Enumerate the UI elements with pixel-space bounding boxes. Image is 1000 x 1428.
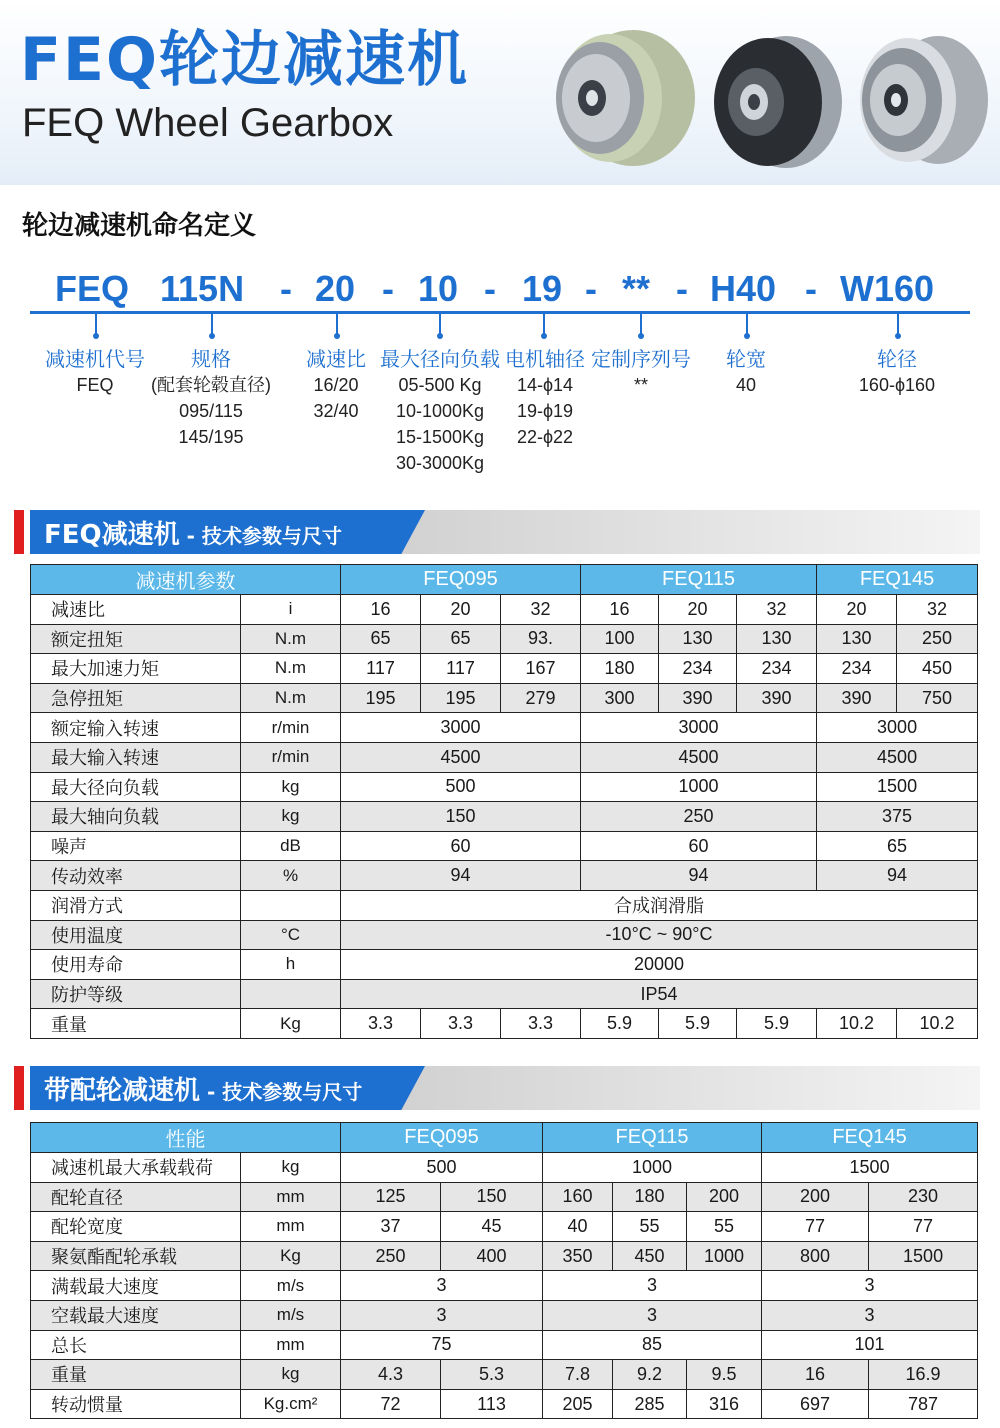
cell: 85	[543, 1330, 762, 1360]
connector-dot	[638, 333, 644, 339]
cell: 180	[613, 1182, 687, 1212]
table-row	[31, 683, 978, 713]
cell: 234	[659, 654, 737, 684]
definition-value: 40	[735, 375, 757, 395]
definition-wheel-diameter	[837, 346, 957, 398]
cell: 37	[341, 1212, 441, 1242]
cell: 1500	[762, 1153, 978, 1183]
banner-title: 带配轮减速机 - 技术参数与尺寸	[44, 1076, 363, 1106]
row-label: 转动惯量	[31, 1389, 241, 1419]
cell: 195	[341, 683, 421, 713]
code-part: **	[622, 268, 651, 309]
cell: 500	[341, 1153, 543, 1183]
cell: 250	[897, 624, 978, 654]
banner-accent	[14, 510, 24, 554]
code-part: H40	[710, 268, 777, 309]
cell: 16.9	[869, 1360, 978, 1390]
cell: 3000	[341, 713, 581, 743]
cell: 250	[341, 1241, 441, 1271]
cell: 75	[341, 1330, 543, 1360]
cell: 500	[341, 772, 581, 802]
cell: 200	[762, 1182, 869, 1212]
row-label: 重量	[31, 1009, 241, 1039]
cell: 94	[581, 861, 817, 891]
connector-dot	[437, 333, 443, 339]
connector-dot	[541, 333, 547, 339]
definition-radial-load	[378, 346, 502, 476]
definition-value: 14-ϕ14	[516, 375, 574, 395]
code-separator: -	[280, 268, 292, 309]
cell: 234	[817, 654, 897, 684]
code-part: W160	[840, 268, 935, 309]
row-label: 聚氨酯配轮承载	[31, 1241, 241, 1271]
row-label: 最大输入转速	[31, 742, 241, 772]
cell: 3.3	[421, 1009, 501, 1039]
table-row	[31, 920, 978, 950]
cell: 375	[817, 802, 978, 832]
code-separator: -	[382, 268, 394, 309]
cell: 1000	[543, 1153, 762, 1183]
cell: 117	[341, 654, 421, 684]
table-row	[31, 1009, 978, 1039]
definition-value: **	[633, 375, 648, 395]
cell: 125	[341, 1182, 441, 1212]
definition-value: 32/40	[313, 401, 359, 421]
definition-label: 最大径向负载	[380, 347, 500, 371]
spec-table-feq	[30, 564, 978, 1039]
row-unit: N.m	[241, 654, 341, 684]
cell: 16	[762, 1360, 869, 1390]
table-row	[31, 713, 978, 743]
row-unit: dB	[241, 831, 341, 861]
definition-value: 15-1500Kg	[395, 427, 485, 447]
cell: 180	[581, 654, 659, 684]
cell: 3.3	[501, 1009, 581, 1039]
table-row	[31, 742, 978, 772]
definition-wheel-width	[706, 346, 786, 398]
header-model: FEQ095	[341, 565, 581, 595]
table-row	[31, 1212, 978, 1242]
cell: 390	[737, 683, 817, 713]
cell: 234	[737, 654, 817, 684]
cell: 65	[421, 624, 501, 654]
row-label: 额定扭矩	[31, 624, 241, 654]
row-label: 重量	[31, 1360, 241, 1390]
cell: 4500	[817, 742, 978, 772]
cell: 130	[659, 624, 737, 654]
spec-table-wheel-gearbox	[30, 1122, 978, 1419]
row-label: 最大轴向负载	[31, 802, 241, 832]
cell: 60	[341, 831, 581, 861]
row-label: 最大径向负载	[31, 772, 241, 802]
cell: 300	[581, 683, 659, 713]
cell: 450	[613, 1241, 687, 1271]
table-row	[31, 861, 978, 891]
definition-label: 规格	[191, 347, 231, 371]
row-unit: r/min	[241, 742, 341, 772]
table-row	[31, 890, 978, 920]
header-model: FEQ145	[817, 565, 978, 595]
cell: 230	[869, 1182, 978, 1212]
cell: 4500	[341, 742, 581, 772]
row-label: 额定输入转速	[31, 713, 241, 743]
cell: 167	[501, 654, 581, 684]
row-label: 使用寿命	[31, 950, 241, 980]
cell: 5.9	[581, 1009, 659, 1039]
cell: 250	[581, 802, 817, 832]
table-row	[31, 1182, 978, 1212]
header-model: FEQ115	[581, 565, 817, 595]
table-row	[31, 1271, 978, 1301]
row-label: 急停扭矩	[31, 683, 241, 713]
connector-dot	[334, 333, 340, 339]
cell: 9.5	[687, 1360, 762, 1390]
connector-dot	[93, 333, 99, 339]
cell: 750	[897, 683, 978, 713]
code-separator: -	[805, 268, 817, 309]
table-row	[31, 1330, 978, 1360]
cell: 1500	[869, 1241, 978, 1271]
definition-label: 减速比	[306, 347, 366, 371]
row-unit: °C	[241, 920, 341, 950]
row-unit: Kg	[241, 1241, 341, 1271]
code-separator: -	[484, 268, 496, 309]
definition-value: FEQ	[76, 375, 114, 395]
table-row	[31, 1241, 978, 1271]
definition-label: 轮径	[877, 347, 917, 371]
cell: 5.9	[737, 1009, 817, 1039]
page-subtitle: FEQ Wheel Gearbox	[22, 101, 394, 145]
row-unit: i	[241, 595, 341, 625]
definition-value: (配套轮毂直径)	[151, 375, 271, 395]
cell: 10.2	[817, 1009, 897, 1039]
cell: 316	[687, 1389, 762, 1419]
definition-custom-serial	[585, 346, 697, 398]
definition-value: 10-1000Kg	[395, 401, 485, 421]
cell: 787	[869, 1389, 978, 1419]
definition-value: 30-3000Kg	[395, 453, 485, 473]
cell: 200	[687, 1182, 762, 1212]
row-unit: Kg.cm²	[241, 1389, 341, 1419]
connector-dot	[895, 333, 901, 339]
row-unit: kg	[241, 1153, 341, 1183]
cell: 65	[817, 831, 978, 861]
table-row	[31, 624, 978, 654]
header-param: 减速机参数	[31, 565, 341, 595]
table-header-row	[31, 1123, 978, 1153]
header-model: FEQ145	[762, 1123, 978, 1153]
row-label: 减速比	[31, 595, 241, 625]
banner-fade	[380, 1066, 980, 1110]
cell: 3	[341, 1300, 543, 1330]
cell: 3000	[581, 713, 817, 743]
code-part: 19	[522, 268, 563, 309]
table-row	[31, 1389, 978, 1419]
cell: 7.8	[543, 1360, 613, 1390]
table-row	[31, 772, 978, 802]
row-label: 防护等级	[31, 979, 241, 1009]
cell: 32	[897, 595, 978, 625]
cell: 450	[897, 654, 978, 684]
cell: 93.	[501, 624, 581, 654]
definition-ratio	[291, 346, 381, 424]
definition-spec	[136, 346, 286, 450]
header-model: FEQ115	[543, 1123, 762, 1153]
cell: IP54	[341, 979, 978, 1009]
row-label: 总长	[31, 1330, 241, 1360]
row-unit: h	[241, 950, 341, 980]
cell: 4500	[581, 742, 817, 772]
definition-label: 电机轴径	[505, 347, 585, 371]
definition-value: 05-500 Kg	[398, 375, 482, 395]
row-label: 配轮宽度	[31, 1212, 241, 1242]
cell: 合成润滑脂	[341, 890, 978, 920]
cell: 65	[341, 624, 421, 654]
cell: 45	[441, 1212, 543, 1242]
row-unit: N.m	[241, 624, 341, 654]
cell: 1000	[581, 772, 817, 802]
cell: 130	[817, 624, 897, 654]
row-label: 满载最大速度	[31, 1271, 241, 1301]
connector-dot	[209, 333, 215, 339]
table-row	[31, 1153, 978, 1183]
table-row	[31, 595, 978, 625]
table-row	[31, 831, 978, 861]
table-row	[31, 802, 978, 832]
code-part: FEQ	[55, 268, 130, 309]
row-label: 润滑方式	[31, 890, 241, 920]
row-unit: r/min	[241, 713, 341, 743]
cell: 20	[659, 595, 737, 625]
cell: 32	[737, 595, 817, 625]
definition-value: 19-ϕ19	[516, 401, 574, 421]
cell: 20	[817, 595, 897, 625]
header-model: FEQ095	[341, 1123, 543, 1153]
definition-label: 减速机代号	[45, 347, 145, 371]
cell: 113	[441, 1389, 543, 1419]
code-underline	[30, 311, 970, 314]
definition-value: 16/20	[313, 375, 359, 395]
cell: 697	[762, 1389, 869, 1419]
cell: 16	[341, 595, 421, 625]
cell: 5.3	[441, 1360, 543, 1390]
table-row	[31, 654, 978, 684]
cell: 3	[341, 1271, 543, 1301]
cell: 101	[762, 1330, 978, 1360]
cell: 3	[543, 1271, 762, 1301]
code-separator: -	[676, 268, 688, 309]
banner-title: FEQ减速机 - 技术参数与尺寸	[44, 520, 342, 550]
code-part: 10	[418, 268, 459, 309]
table-row	[31, 979, 978, 1009]
row-unit: mm	[241, 1182, 341, 1212]
row-unit: %	[241, 861, 341, 891]
cell: 20	[421, 595, 501, 625]
cell: 5.9	[659, 1009, 737, 1039]
cell: 350	[543, 1241, 613, 1271]
row-label: 传动效率	[31, 861, 241, 891]
cell: 55	[613, 1212, 687, 1242]
product-image-green-wheel	[548, 28, 698, 168]
code-separator: -	[585, 268, 597, 309]
definition-value: 145/195	[178, 427, 244, 447]
page-title: FEQ轮边减速机	[20, 25, 469, 95]
row-label: 最大加速力矩	[31, 654, 241, 684]
cell: -10°C ~ 90°C	[341, 920, 978, 950]
table-row	[31, 950, 978, 980]
definition-value: 160-ϕ160	[858, 375, 936, 395]
cell: 3	[762, 1300, 978, 1330]
row-label: 噪声	[31, 831, 241, 861]
definition-label: 轮宽	[726, 347, 766, 371]
cell: 16	[581, 595, 659, 625]
section-banner-wheel-gearbox	[0, 1066, 1000, 1110]
definition-value: 22-ϕ22	[516, 427, 574, 447]
cell: 9.2	[613, 1360, 687, 1390]
cell: 1000	[687, 1241, 762, 1271]
row-unit	[241, 979, 341, 1009]
cell: 100	[581, 624, 659, 654]
cell: 72	[341, 1389, 441, 1419]
cell: 77	[869, 1212, 978, 1242]
cell: 205	[543, 1389, 613, 1419]
row-label: 减速机最大承载载荷	[31, 1153, 241, 1183]
code-part: 20	[315, 268, 356, 309]
cell: 3000	[817, 713, 978, 743]
cell: 94	[341, 861, 581, 891]
product-image-black-wheel	[706, 32, 846, 172]
cell: 10.2	[897, 1009, 978, 1039]
cell: 195	[421, 683, 501, 713]
row-unit: N.m	[241, 683, 341, 713]
row-unit: Kg	[241, 1009, 341, 1039]
cell: 279	[501, 683, 581, 713]
banner-fade	[380, 510, 980, 554]
cell: 77	[762, 1212, 869, 1242]
product-image-metal-gearbox	[852, 30, 992, 170]
connector-dot	[744, 333, 750, 339]
cell: 800	[762, 1241, 869, 1271]
cell: 117	[421, 654, 501, 684]
row-label: 空载最大速度	[31, 1300, 241, 1330]
row-unit: m/s	[241, 1300, 341, 1330]
header-param: 性能	[31, 1123, 341, 1153]
definition-shaft	[500, 346, 590, 450]
cell: 3	[762, 1271, 978, 1301]
table-row	[31, 1360, 978, 1390]
row-unit: mm	[241, 1212, 341, 1242]
cell: 3	[543, 1300, 762, 1330]
cell: 55	[687, 1212, 762, 1242]
cell: 1500	[817, 772, 978, 802]
cell: 150	[341, 802, 581, 832]
table-header-row	[31, 565, 978, 595]
cell: 285	[613, 1389, 687, 1419]
cell: 3.3	[341, 1009, 421, 1039]
cell: 60	[581, 831, 817, 861]
banner-accent	[14, 1066, 24, 1110]
definition-label: 定制序列号	[591, 347, 691, 371]
cell: 40	[543, 1212, 613, 1242]
cell: 390	[659, 683, 737, 713]
cell: 20000	[341, 950, 978, 980]
row-unit: m/s	[241, 1271, 341, 1301]
row-unit: kg	[241, 772, 341, 802]
section-banner-feq	[0, 510, 1000, 554]
row-unit	[241, 890, 341, 920]
row-label: 使用温度	[31, 920, 241, 950]
header-banner	[0, 0, 1000, 185]
row-unit: mm	[241, 1330, 341, 1360]
definition-value: 095/115	[179, 401, 243, 421]
cell: 94	[817, 861, 978, 891]
naming-section-title: 轮边减速机命名定义	[22, 211, 257, 241]
cell: 400	[441, 1241, 543, 1271]
table-row	[31, 1300, 978, 1330]
row-unit: kg	[241, 1360, 341, 1390]
cell: 4.3	[341, 1360, 441, 1390]
cell: 390	[817, 683, 897, 713]
cell: 130	[737, 624, 817, 654]
row-label: 配轮直径	[31, 1182, 241, 1212]
code-part: 115N	[160, 268, 245, 309]
cell: 160	[543, 1182, 613, 1212]
cell: 32	[501, 595, 581, 625]
cell: 150	[441, 1182, 543, 1212]
row-unit: kg	[241, 802, 341, 832]
